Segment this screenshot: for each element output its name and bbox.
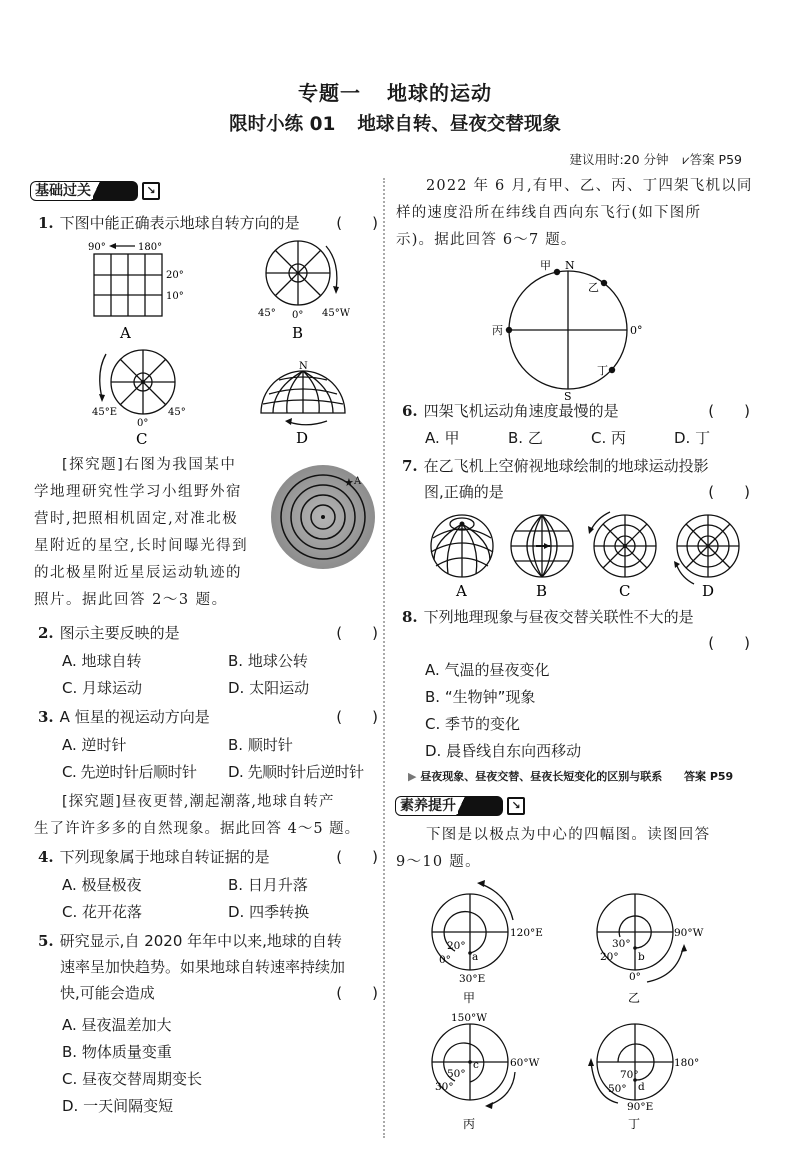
option-d[interactable]: D. 先顺时针后逆时针 [228, 763, 364, 781]
section-advanced [395, 796, 525, 816]
section-advanced-tag [395, 796, 503, 816]
arrow-left-icon [109, 243, 116, 249]
label-n: N [299, 361, 308, 372]
figure-label-c: C [619, 582, 631, 600]
option-b[interactable]: B. 日月升落 [228, 876, 308, 894]
answer-bracket[interactable]: ( ) [336, 848, 378, 866]
section-basic-label: 基础过关 [35, 183, 91, 199]
arrow-clockwise-icon [485, 1102, 493, 1109]
inquiry-2-3 [34, 452, 264, 614]
globe-b [511, 515, 573, 577]
option-a[interactable]: A. 地球自转 [62, 652, 142, 670]
figure-label-a: A [456, 582, 467, 600]
label-lat: 70° [620, 1069, 639, 1081]
question-6 [402, 398, 750, 424]
polar-ding [591, 1024, 673, 1103]
label-lat: 0° [439, 954, 451, 966]
section-advanced-label: 素养提升 [400, 798, 456, 814]
figure-1d-hemisphere [255, 358, 355, 448]
answer-bracket[interactable]: ( ) [708, 634, 750, 652]
point-label: c [473, 1059, 479, 1071]
answer-reference: ⩗答案 P59 [682, 152, 742, 167]
label-lon: 90°E [627, 1101, 654, 1113]
option-d[interactable]: D. 晨昏线自东向西移动 [425, 742, 582, 760]
inquiry-line: 生了许许多多的自然现象。据此回答 4～5 题。 [34, 821, 361, 837]
question-5 [38, 928, 378, 1006]
question-text: 下图中能正确表示地球自转方向的是 [59, 214, 300, 232]
question-text: 图,正确的是 [424, 483, 504, 501]
arrow-right-icon [544, 543, 550, 549]
label-lon: 150°W [451, 1012, 488, 1024]
figure-name: 丙 [463, 1117, 476, 1131]
figure-1a-grid [80, 238, 200, 343]
question-number: 2. [38, 624, 54, 642]
question-number: 5. [38, 932, 54, 950]
topic-number: 专题一 [298, 81, 361, 105]
answer-bracket[interactable]: ( ) [708, 483, 750, 501]
answer-bracket[interactable]: ( ) [336, 624, 378, 642]
label-lat: 50° [608, 1083, 627, 1095]
figure-label-d: D [702, 582, 715, 600]
star-trail-photo [268, 462, 378, 572]
inquiry-line: 的北极星附近星辰运动轨迹的 [34, 565, 242, 581]
label-ding: 丁 [597, 364, 608, 377]
arrow-down-right-icon: ↘ [507, 797, 525, 815]
label-20: 20° [166, 270, 184, 281]
question-4 [38, 844, 378, 870]
label-180: 180° [138, 242, 163, 253]
exercise-name: 地球自转、昼夜交替现象 [357, 114, 561, 135]
arrow-left-icon [285, 418, 292, 425]
point-label: d [638, 1081, 645, 1093]
question-8 [402, 604, 750, 656]
option-b[interactable]: B. “生物钟”现象 [425, 688, 536, 706]
figure-1b-polar [248, 238, 358, 343]
exercise-title [0, 110, 790, 136]
option-d[interactable]: D. 丁 [674, 429, 711, 447]
label-n: N [565, 259, 575, 272]
option-c[interactable]: C. 昼夜交替周期变长 [62, 1070, 203, 1088]
option-d[interactable]: D. 一天间隔变短 [62, 1097, 174, 1115]
question-text: 研究显示,自 2020 年年中以来,地球的自转 [59, 932, 342, 950]
inquiry-line: 学地理研究性学习小组野外宿 [34, 484, 242, 500]
figure-label-b: B [536, 582, 548, 600]
arrow-clockwise-icon [333, 286, 339, 294]
label-lat: 50° [447, 1068, 466, 1080]
point-label: a [472, 951, 479, 963]
question-text: 下列地理现象与昼夜交替关联性不大的是 [423, 608, 694, 626]
inquiry-line: 星附近的星空,长时间曝光得到 [34, 538, 249, 554]
label-lon: 120°E [510, 927, 543, 939]
section-basic [30, 181, 160, 201]
figure-label-c: C [136, 430, 148, 447]
note-text: 昼夜现象、昼夜交替、昼夜长短变化的区别与联系 [420, 770, 663, 783]
topic-name: 地球的运动 [387, 81, 492, 105]
arrow-clockwise-icon [588, 1058, 594, 1066]
question-text: 快,可能会造成 [60, 984, 155, 1002]
label-lon: 180° [674, 1057, 700, 1069]
figure-label-d: D [296, 429, 309, 447]
question-number: 1. [38, 214, 54, 232]
intro-line: 下图是以极点为中心的四幅图。读图回答 [426, 827, 711, 843]
label-45w: 45°W [322, 308, 351, 319]
inquiry-line: 营时,把照相机固定,对准北极 [34, 511, 239, 527]
plane-yi-dot [601, 280, 607, 286]
arrow-down-right-icon: ↘ [142, 182, 160, 200]
intro-line: 样的速度沿所在纬线自西向东飞行(如下图所 [396, 205, 702, 221]
label-lon: 0° [629, 971, 641, 983]
option-a[interactable]: A. 甲 [425, 429, 460, 447]
question-number: 3. [38, 708, 54, 726]
figure-name: 丁 [628, 1117, 641, 1131]
label-lat: 20° [600, 951, 619, 963]
label-jia: 甲 [540, 259, 551, 272]
label-0: 0° [137, 418, 149, 429]
intro-9-10 [396, 822, 768, 876]
option-a[interactable]: A. 昼夜温差加大 [62, 1016, 172, 1034]
option-c[interactable]: C. 月球运动 [62, 679, 143, 697]
question-text: A 恒星的视运动方向是 [59, 708, 210, 726]
star-icon: ★ [344, 476, 354, 489]
exercise-meta [569, 150, 742, 168]
label-45: 45° [168, 407, 186, 418]
option-b[interactable]: B. 地球公转 [228, 652, 308, 670]
question-text: 下列现象属于地球自转证据的是 [59, 848, 270, 866]
label-lat: 20° [447, 940, 466, 952]
answer-bracket[interactable]: ( ) [336, 214, 378, 232]
related-note[interactable] [408, 768, 733, 784]
figure-label-a: A [120, 324, 131, 342]
option-b[interactable]: B. 物体质量变重 [62, 1043, 172, 1061]
label-10: 10° [166, 291, 184, 302]
question-number: 8. [402, 608, 418, 626]
arrow-counterclockwise-icon [477, 880, 485, 887]
inquiry-tag: [探究题] [62, 794, 122, 810]
globe-d [677, 515, 739, 584]
section-basic-tag [30, 181, 138, 201]
column-divider [383, 178, 385, 1138]
option-c[interactable]: C. 花开花落 [62, 903, 143, 921]
intro-6-7 [396, 173, 766, 254]
answer-bracket[interactable]: ( ) [708, 402, 750, 420]
figure-name: 乙 [628, 991, 641, 1005]
note-answer: 答案 P59 [684, 770, 734, 783]
question-text: 在乙飞机上空俯视地球绘制的地球运动投影 [423, 457, 709, 475]
option-c[interactable]: C. 季节的变化 [425, 715, 521, 733]
option-b[interactable]: B. 乙 [508, 429, 543, 447]
question-3 [38, 704, 378, 730]
label-45: 45° [258, 308, 276, 319]
label-yi: 乙 [588, 281, 599, 294]
label-0: 0° [292, 310, 304, 321]
option-c[interactable]: C. 丙 [591, 429, 627, 447]
plane-ding-dot [609, 367, 615, 373]
arrow-counterclockwise-icon [681, 944, 687, 952]
inquiry-4-5 [34, 789, 379, 843]
answer-bracket[interactable]: ( ) [336, 708, 378, 726]
figure-label-b: B [292, 324, 304, 342]
star-label: A [354, 476, 362, 487]
globe-c [591, 512, 656, 577]
option-a[interactable]: A. 气温的昼夜变化 [425, 661, 550, 679]
label-lon: 30°E [459, 973, 486, 985]
intro-line: 示)。据此回答 6～7 题。 [396, 232, 577, 248]
plane-bing-dot [506, 327, 512, 333]
suggested-time: 建议用时:20 分钟 [569, 152, 669, 167]
inquiry-line: 照片。据此回答 2～3 题。 [34, 592, 228, 608]
figure-1c-polar [90, 342, 200, 447]
question-text: 四架飞机运动角速度最慢的是 [423, 402, 619, 420]
topic-title [0, 77, 790, 106]
label-bing: 丙 [492, 324, 503, 337]
option-d[interactable]: D. 太阳运动 [228, 679, 310, 697]
intro-line: 9～10 题。 [396, 854, 481, 870]
label-lat: 30° [435, 1081, 454, 1093]
answer-bracket[interactable]: ( ) [336, 984, 378, 1002]
label-lon: 60°W [510, 1057, 540, 1069]
play-triangle-icon: ▶ [408, 770, 417, 783]
figure-name: 甲 [463, 991, 476, 1005]
question-number: 7. [402, 457, 418, 475]
question-2 [38, 620, 378, 646]
question-text: 图示主要反映的是 [59, 624, 180, 642]
intro-line: 2022 年 6 月,有甲、乙、丙、丁四架飞机以同 [426, 178, 753, 194]
inquiry-line: 右图为我国某中 [124, 457, 237, 473]
label-lon: 90°W [674, 927, 704, 939]
option-a[interactable]: A. 极昼极夜 [62, 876, 142, 894]
label-lat: 30° [612, 938, 631, 950]
question-1 [38, 210, 378, 236]
exercise-number: 限时小练 01 [229, 114, 336, 135]
question-number: 6. [402, 402, 418, 420]
polar-figures [415, 872, 755, 1154]
label-45e: 45°E [92, 407, 118, 418]
option-a[interactable]: A. 逆时针 [62, 736, 127, 754]
plane-jia-dot [554, 269, 560, 275]
question-7 [402, 453, 750, 505]
label-0deg: 0° [630, 324, 643, 337]
option-b[interactable]: B. 顺时针 [228, 736, 293, 754]
label-90: 90° [88, 242, 106, 253]
option-c[interactable]: C. 先逆时针后顺时针 [62, 763, 197, 781]
label-s: S [564, 390, 572, 400]
figure-plane-positions [480, 258, 660, 400]
inquiry-line: 昼夜更替,潮起潮落,地球自转产 [121, 794, 335, 810]
option-d[interactable]: D. 四季转换 [228, 903, 310, 921]
question-text: 速率呈加快趋势。如果地球自转速率持续加 [60, 958, 346, 976]
point-label: b [638, 951, 645, 963]
question-number: 4. [38, 848, 54, 866]
arrow-counterclockwise-icon [99, 394, 105, 402]
inquiry-tag: [探究题] [62, 457, 125, 473]
polar-yi [597, 894, 683, 982]
figure-7-options [420, 508, 750, 600]
